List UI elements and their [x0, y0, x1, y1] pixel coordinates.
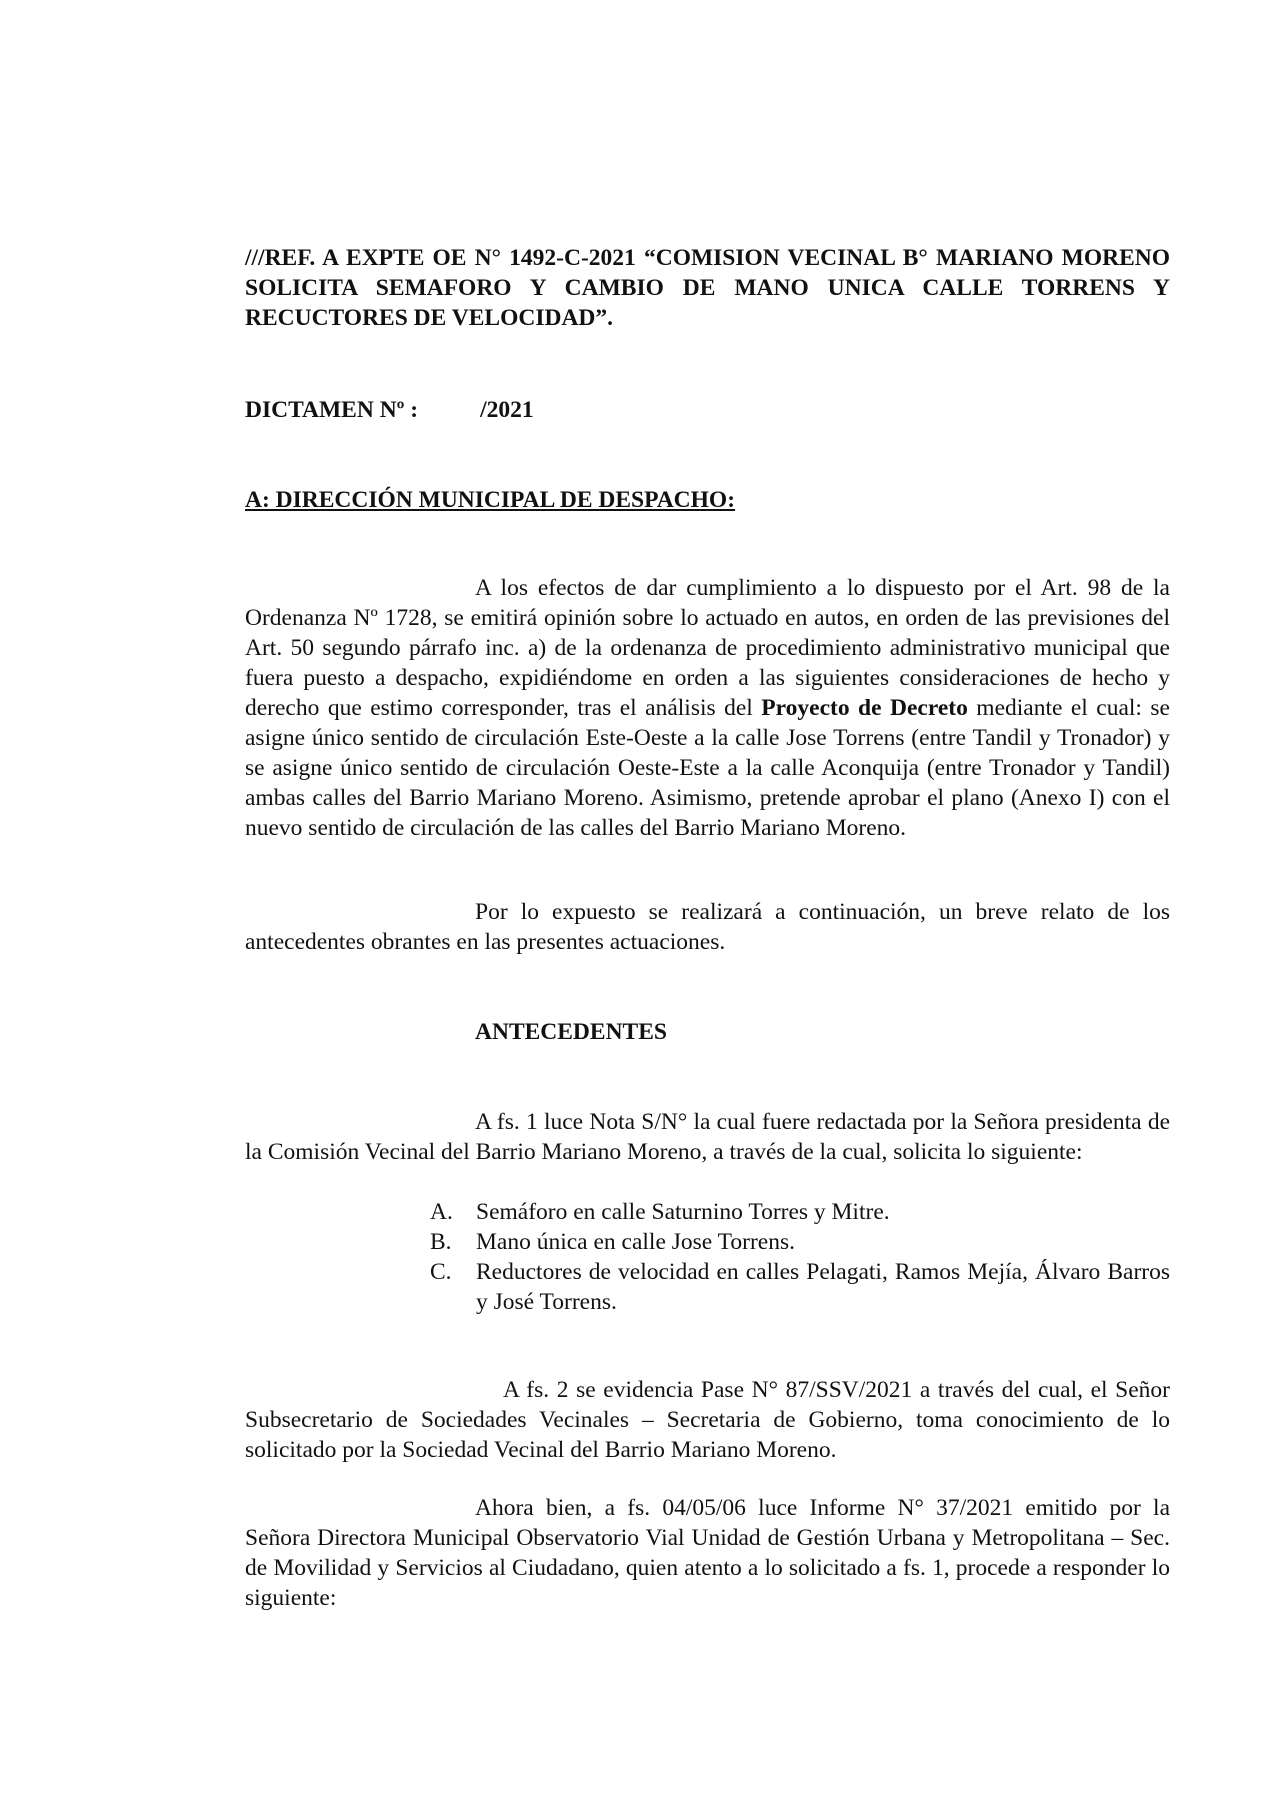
- list-item: [430, 1227, 1170, 1257]
- antecedentes-heading: ANTECEDENTES: [475, 1019, 667, 1045]
- list-item-text: Semáforo en calle Saturnino Torres y Mitre.: [476, 1199, 890, 1225]
- intro-p1-text-a: A los efectos de dar cumplimiento a lo dispuesto por el Art. 98 de la Ordenanza Nº 1728, se emitirá opinión sobre lo actuado en autos, en orden de las previsiones del Art. 50 segundo párrafo inc. a) de la ordenanza de procedimiento administrativo municipal que fuera puesto a despacho, expidiéndome en orden a las siguientes consideraciones de hecho y derecho que estimo corresponder, tras el análisis del: [245, 575, 1170, 721]
- intro-p1-text-b: mediante el cual: se asigne único sentido de circulación Este-Oeste a la calle Jose Torrens (entre Tandil y Tronador) y se asigne único sentido de circulación Oeste-Este a la calle Aconquija (entre Tronador y Tandil) ambas calles del Barrio Mariano Moreno. Asimismo, pretende aprobar el plano (Anexo I) con el nuevo sentido de circulación de las calles del Barrio Mariano Moreno.: [245, 695, 1170, 841]
- dictamen-line: [245, 395, 1170, 425]
- list-item-text: Mano única en calle Jose Torrens.: [476, 1229, 795, 1255]
- dictamen-label: DICTAMEN Nº :: [245, 397, 419, 423]
- list-item: [430, 1257, 1170, 1317]
- reference-heading: ///REF. A EXPTE OE N° 1492-C-2021 “COMISION VECINAL B° MARIANO MORENO SOLICITA SEMAFORO Y CAMBIO DE MANO UNICA CALLE TORRENS Y RECUCTORES DE VELOCIDAD”.: [245, 245, 1170, 331]
- list-item-letter: A.: [430, 1199, 453, 1225]
- intro-paragraph-2: Por lo expuesto se realizará a continuación, un breve relato de los antecedentes obrantes en las presentes actuaciones.: [245, 899, 1170, 955]
- document-page: [245, 0, 1170, 1811]
- list-item-letter: B.: [430, 1229, 452, 1255]
- proyecto-decreto-bold: Proyecto de Decreto: [761, 695, 968, 721]
- dictamen-number: /2021: [480, 397, 534, 423]
- addressee-heading: A: DIRECCIÓN MUNICIPAL DE DESPACHO:: [245, 487, 736, 513]
- request-list: [430, 1197, 1170, 1317]
- antecedentes-paragraph-2: A fs. 2 se evidencia Pase N° 87/SSV/2021 a través del cual, el Señor Subsecretario de Sociedades Vecinales – Secretaria de Gobierno, toma conocimiento de lo solicitado por la Sociedad Vecinal del Barrio Mariano Moreno.: [245, 1377, 1170, 1463]
- antecedentes-paragraph-3: Ahora bien, a fs. 04/05/06 luce Informe N° 37/2021 emitido por la Señora Directora Municipal Observatorio Vial Unidad de Gestión Urbana y Metropolitana – Sec. de Movilidad y Servicios al Ciudadano, quien atento a lo solicitado a fs. 1, procede a responder lo siguiente:: [245, 1495, 1170, 1611]
- intro-paragraph-1: [245, 573, 1170, 843]
- antecedentes-paragraph-1: A fs. 1 luce Nota S/N° la cual fuere redactada por la Señora presidenta de la Comisión Vecinal del Barrio Mariano Moreno, a través de la cual, solicita lo siguiente:: [245, 1109, 1170, 1165]
- list-item: [430, 1197, 1170, 1227]
- list-item-letter: C.: [430, 1259, 452, 1285]
- list-item-text: Reductores de velocidad en calles Pelagati, Ramos Mejía, Álvaro Barros y José Torrens.: [476, 1259, 1170, 1315]
